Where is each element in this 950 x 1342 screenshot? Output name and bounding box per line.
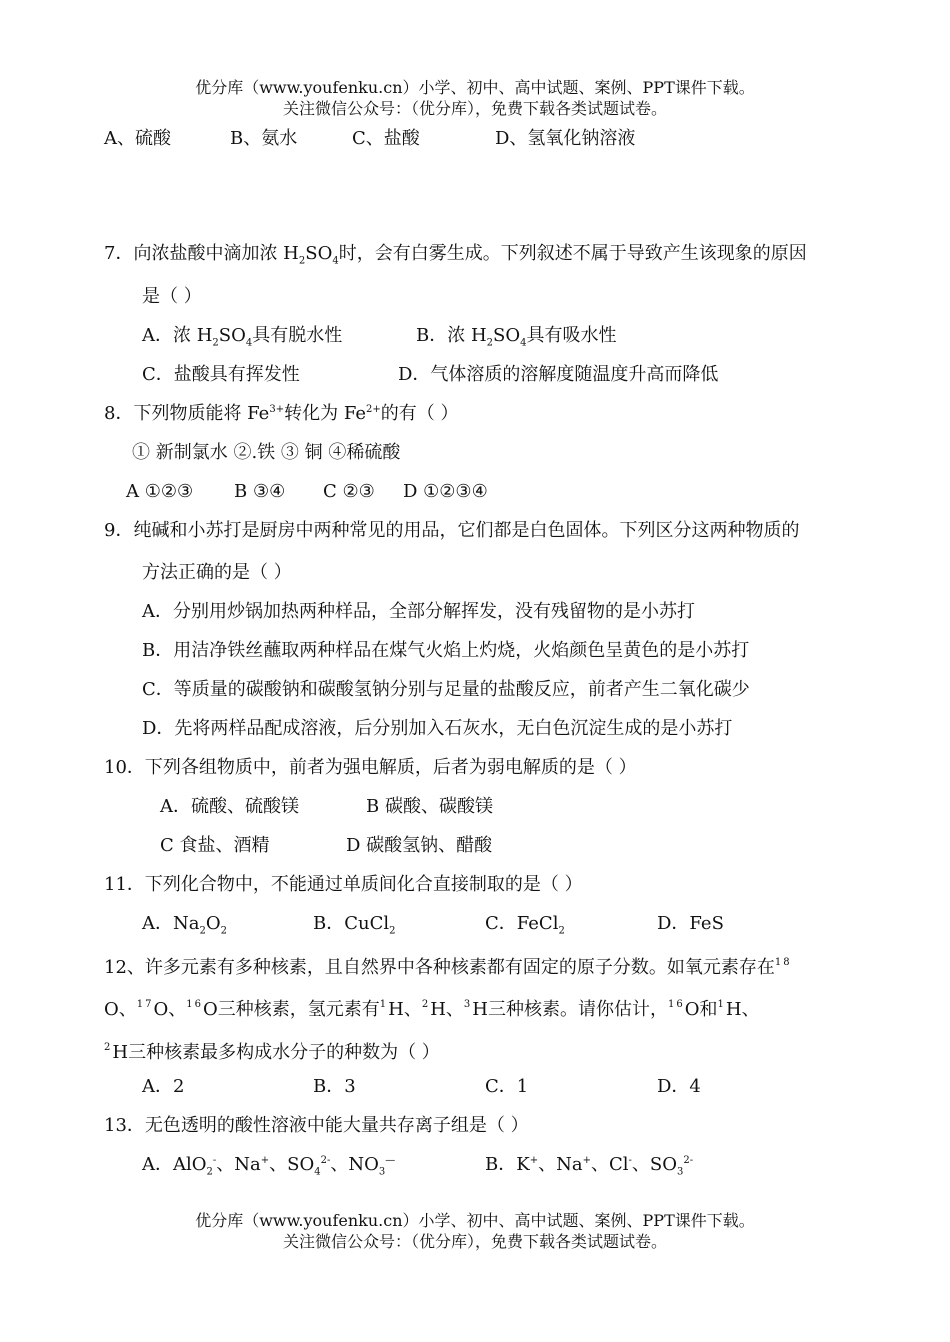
q12-option-b: B．3 <box>313 1076 356 1097</box>
q10-option-a: A．硫酸、硫酸镁 <box>160 796 299 817</box>
q8-option-c: C ②③ <box>323 481 375 502</box>
q12-option-d: D．4 <box>657 1076 701 1097</box>
q7-option-d: D．气体溶质的溶解度随温度升高而降低 <box>398 364 719 385</box>
q10-option-b: B 碳酸、碳酸镁 <box>366 796 493 817</box>
q8-option-d: D ①②③④ <box>403 481 488 502</box>
q7-option-c: C．盐酸具有挥发性 <box>142 364 300 385</box>
q11-stem: 11．下列化合物中，不能通过单质间化合直接制取的是（ ） <box>104 874 583 895</box>
q13-option-a: A．AlO$_2$-、Na+、$SO_4^{2-}$、$NO_3^—$ <box>142 1154 396 1178</box>
q6-option-b: B、氨水 <box>230 128 298 149</box>
q8-items: ① 新制氯水 ②.铁 ③ 铜 ④稀硫酸 <box>132 442 401 463</box>
q10-option-c: C 食盐、酒精 <box>160 835 270 856</box>
q11-option-d: D．FeS <box>657 913 724 934</box>
q8-option-a: A ①②③ <box>126 481 194 502</box>
q12-option-c: C．1 <box>485 1076 529 1097</box>
q7-option-a: A．浓 $H_2SO_4$具有脱水性 <box>142 325 343 349</box>
q6-option-a: A、硫酸 <box>104 128 171 149</box>
q7-option-b: B．浓 $H_2SO_4$具有吸水性 <box>416 325 617 349</box>
q8-option-b: B ③④ <box>234 481 286 502</box>
q13-option-b: B．K+、Na+、Cl-、$SO_3^{2-}$ <box>485 1154 694 1178</box>
footer-line-2: 关注微信公众号：（优分库），免费下载各类试题试卷。 <box>282 1232 667 1251</box>
q9-option-b: B．用洁净铁丝蘸取两种样品在煤气火焰上灼烧，火焰颜色呈黄色的是小苏打 <box>142 640 750 661</box>
q11-option-b: B．CuCl$_2$ <box>313 913 396 937</box>
q6-option-d: D、氢氧化钠溶液 <box>495 128 636 149</box>
q10-stem: 10．下列各组物质中，前者为强电解质，后者为弱电解质的是（ ） <box>104 757 637 778</box>
q7-stem-line-2: 是（ ） <box>142 286 202 307</box>
q9-option-d: D．先将两样品配成溶液，后分别加入石灰水，无白色沉淀生成的是小苏打 <box>142 718 733 739</box>
q11-option-c: C．FeCl$_2$ <box>485 913 565 937</box>
header-line-2: 关注微信公众号：（优分库），免费下载各类试题试卷。 <box>282 99 667 118</box>
q6-option-c: C、盐酸 <box>352 128 420 149</box>
q12-line-1: 12、许多元素有多种核素，且自然界中各种核素都有固定的原子分数。如氧元素存在$^{18}$ <box>104 957 792 978</box>
q12-option-a: A．2 <box>142 1076 185 1097</box>
q9-stem-line-2: 方法正确的是（ ） <box>142 562 292 583</box>
q9-option-c: C．等质量的碳酸钠和碳酸氢钠分别与足量的盐酸反应，前者产生二氧化碳少 <box>142 679 750 700</box>
q7-stem-line-1: 7．向浓盐酸中滴加浓 $H_2SO_4$时，会有白雾生成。下列叙述不属于导致产生该现象的原因 <box>104 243 807 267</box>
footer-line-1: 优分库（www.youfenku.cn）小学、初中、高中试题、案例、PPT课件下载。 <box>195 1211 755 1230</box>
q13-stem: 13．无色透明的酸性溶液中能大量共存离子组是（ ） <box>104 1115 529 1136</box>
q12-line-3: $^2$H三种核素最多构成水分子的种数为（ ） <box>104 1042 440 1063</box>
q10-option-d: D 碳酸氢钠、醋酸 <box>346 835 493 856</box>
q11-option-a: A．$Na_2O_2$ <box>142 913 227 937</box>
header-line-1: 优分库（www.youfenku.cn）小学、初中、高中试题、案例、PPT课件下载。 <box>195 78 755 97</box>
q9-stem-line-1: 9．纯碱和小苏打是厨房中两种常见的用品，它们都是白色固体。下列区分这两种物质的 <box>104 520 800 541</box>
q12-line-2: O、$^{17}$O、$^{16}$O三种核素，氢元素有$^1$H、$^2$H、$^3$H三种核素。请你估计，$^{16}$O和$^1$H、 <box>104 999 760 1020</box>
q8-stem: 8．下列物质能将 $Fe^{3+}$转化为 $Fe^{2+}$的有（ ） <box>104 403 459 424</box>
q9-option-a: A．分别用炒锅加热两种样品，全部分解挥发，没有残留物的是小苏打 <box>142 601 695 622</box>
